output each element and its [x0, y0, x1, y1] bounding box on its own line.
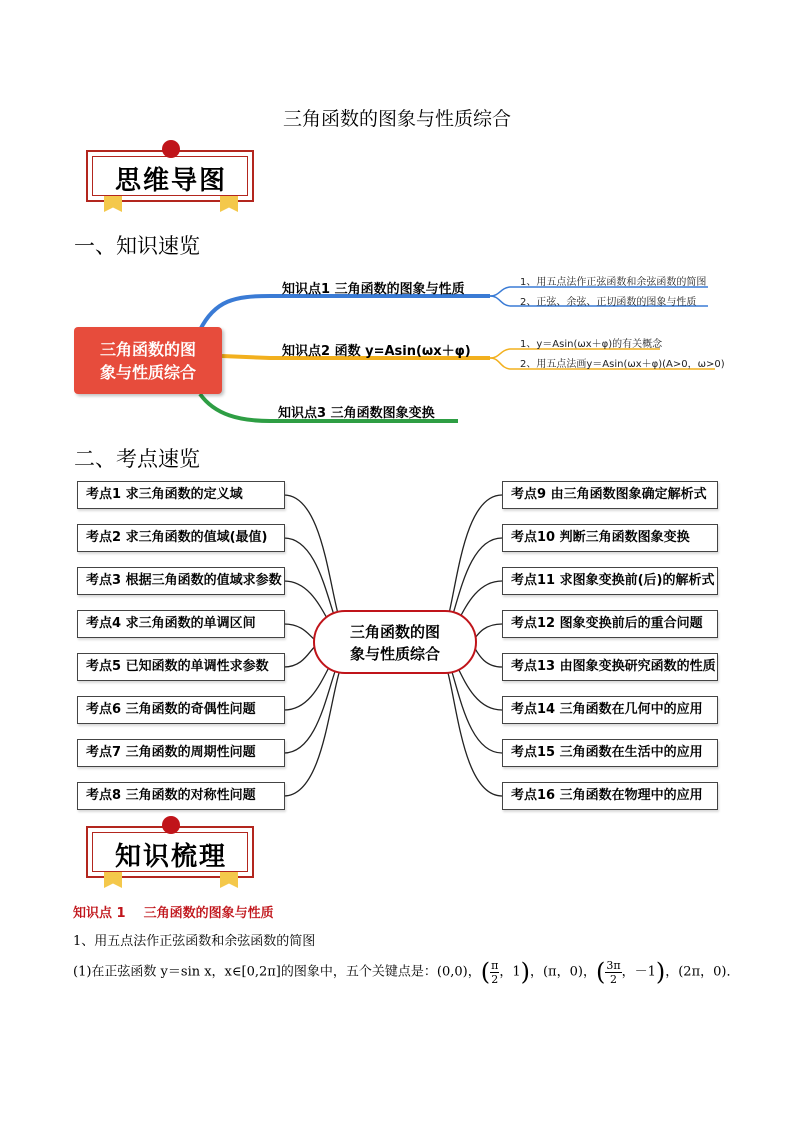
exam-point-box: 考点14 三角函数在几何中的应用 [502, 696, 718, 724]
exam-point-box: 考点6 三角函数的奇偶性问题 [77, 696, 285, 724]
exam-point-box: 考点15 三角函数在生活中的应用 [502, 739, 718, 767]
point-value: 1 [512, 964, 521, 980]
red-dot-icon [162, 816, 180, 834]
page-title: 三角函数的图象与性质综合 [282, 108, 511, 130]
exam-point-box: 考点8 三角函数的对称性问题 [77, 782, 285, 810]
line-mid: ，(π，0)， [529, 964, 596, 980]
banner-text: 知识梳理 [114, 842, 227, 872]
center2-line-2: 象与性质综合 [349, 645, 440, 663]
exam-point-box: 考点5 已知函数的单调性求参数 [77, 653, 285, 681]
branch-kp2: 知识点2 函数 y=Asin(ωx＋φ) [282, 344, 471, 359]
exam-point-box: 考点16 三角函数在物理中的应用 [502, 782, 718, 810]
exam-point-box: 考点1 求三角函数的定义域 [77, 481, 285, 509]
frac-den: 2 [491, 972, 499, 986]
frac-num: π [491, 958, 499, 972]
banner-text: 思维导图 [114, 166, 227, 196]
branch-kp1-sub2: 2、正弦、余弦、正切函数的图象与性质 [520, 297, 697, 308]
section-heading-exam-points: 二、考点速览 [74, 447, 200, 471]
exam-point-box: 考点9 由三角函数图象确定解析式 [502, 481, 718, 509]
mindmap2-center [313, 610, 477, 674]
line-suffix: ，(2π，0)． [665, 964, 740, 980]
branch-kp2-sub2: 2、用五点法画y＝Asin(ωx＋φ)(A>0，ω>0) [520, 359, 725, 370]
center-line-2: 象与性质综合 [99, 363, 196, 382]
knowledge-review-banner [86, 822, 256, 880]
exam-point-box: 考点12 图象变换前后的重合问题 [502, 610, 718, 638]
section-heading-knowledge: 一、知识速览 [74, 234, 200, 258]
exam-point-box: 考点4 求三角函数的单调区间 [77, 610, 285, 638]
frac-num: 3π [606, 958, 621, 972]
exam-point-box: 考点13 由图象变换研究函数的性质 [502, 653, 718, 681]
branch-kp1: 知识点1 三角函数的图象与性质 [282, 282, 465, 297]
kp1-line1: (1)在正弦函数 y＝sin x，x∈[0,2π]的图象中，五个关键点是：(0,0)，( $\frac{\pi}{2}$ ，1)，(π，0)，( $\frac{3\pi}{2}$ ，－1)，(2π，0)． [73, 958, 740, 986]
branch-kp3: 知识点3 三角函数图象变换 [278, 406, 435, 421]
branch-kp2-sub1: 1、y＝Asin(ωx＋φ)的有关概念 [520, 339, 663, 350]
exam-point-box: 考点3 根据三角函数的值域求参数 [77, 567, 285, 595]
center-line-1: 三角函数的图 [99, 340, 196, 359]
frac-den: 2 [609, 972, 617, 986]
kp1-item1: 1、用五点法作正弦函数和余弦函数的简图 [73, 934, 316, 949]
point-value: －1 [634, 964, 656, 980]
exam-point-box: 考点11 求图象变换前(后)的解析式 [502, 567, 718, 595]
kp1-heading: 知识点 1 三角函数的图象与性质 [73, 906, 274, 921]
center2-line-1: 三角函数的图 [349, 623, 440, 641]
line-prefix: (1)在正弦函数 y＝sin x，x∈[0,2π]的图象中，五个关键点是：(0,0)， [73, 964, 481, 980]
fraction-3pi-2 [605, 959, 621, 986]
branch-kp1-sub1: 1、用五点法作正弦函数和余弦函数的简图 [520, 277, 707, 288]
fraction-pi-2 [490, 959, 499, 986]
exam-point-box: 考点10 判断三角函数图象变换 [502, 524, 718, 552]
exam-point-box: 考点2 求三角函数的值域(最值) [77, 524, 285, 552]
exam-point-box: 考点7 三角函数的周期性问题 [77, 739, 285, 767]
